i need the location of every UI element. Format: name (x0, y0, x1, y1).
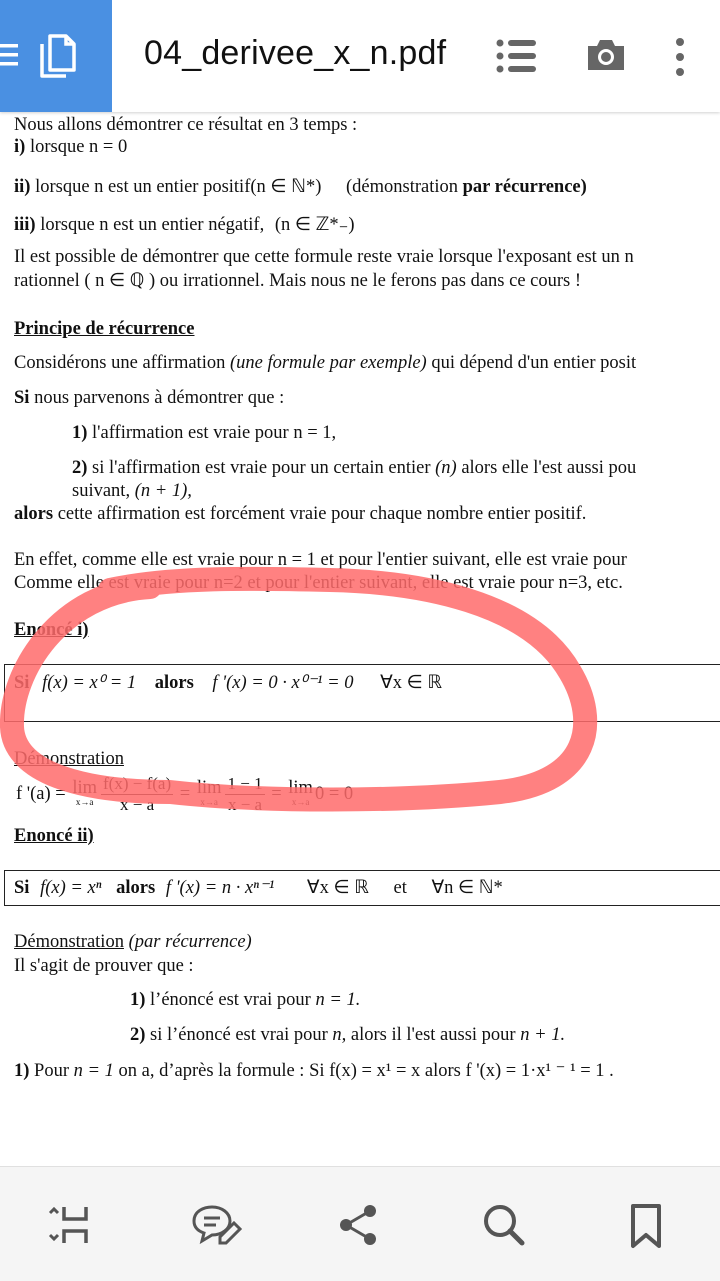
frac-2-den: x − a (227, 795, 263, 814)
step-1-label: 1) (72, 423, 88, 443)
lim-sub: x→a (75, 796, 94, 807)
share-icon[interactable] (338, 1203, 378, 1247)
demo-2-line: Il s'agit de prouver que : (14, 956, 194, 976)
document-button[interactable] (0, 0, 112, 112)
enonce-2-formula (14, 877, 503, 899)
enonce-2-f: f(x) = xⁿ (40, 878, 102, 898)
d2-step-2-d: n + 1. (520, 1025, 566, 1045)
demo-1-frac-1 (101, 774, 173, 815)
lim-text: lim (288, 777, 313, 798)
intro-text: Nous allons démontrer ce résultat en 3 temps : (14, 115, 358, 135)
enonce-2-fprime: f '(x) = n · xⁿ⁻¹ (165, 878, 275, 898)
demo-1-lim-1 (72, 777, 98, 809)
enonce-1-alors: alors (154, 673, 194, 693)
demo-1-fpa: f '(a) = (16, 783, 71, 804)
d2-step-1-label: 1) (130, 990, 146, 1010)
frac-2-num: 1 − 1 (227, 774, 263, 793)
step-2-text-a: si l'affirmation est vraie pour un certain entier (87, 458, 436, 478)
case-1-text: lorsque n = 0 (25, 137, 128, 157)
enonce-2-forall-n: ∀n ∈ ℕ* (431, 878, 503, 898)
final-a: Pour (29, 1061, 74, 1081)
list-icon[interactable] (496, 38, 538, 74)
case-3 (14, 214, 355, 236)
demo-2-title-line (14, 931, 252, 953)
case-3-text: lorsque n est un entier négatif, (35, 215, 265, 235)
demo-1-formula (16, 774, 353, 815)
demo-2-title: Démonstration (14, 932, 124, 952)
si-bold: Si (14, 388, 30, 408)
considerons-b: (une formule par exemple) (229, 353, 427, 373)
camera-icon[interactable] (586, 38, 626, 72)
demo-1-lim-3 (288, 777, 313, 809)
d2-step-2-b: n, (332, 1025, 347, 1045)
demo-1-title: Démonstration (14, 749, 124, 769)
document-title: 04_derivee_x_n.pdf (144, 34, 447, 72)
app-bar (0, 0, 720, 112)
enonce-1-fprime: f '(x) = 0 · x⁰⁻¹ = 0 (212, 673, 354, 693)
demo-2-step-2 (130, 1024, 565, 1046)
step-1 (72, 422, 336, 444)
lim-text: lim (72, 777, 98, 798)
collapse-pages-icon[interactable] (46, 1203, 92, 1247)
alors-bold: alors (14, 504, 54, 524)
enonce-2-et: et (393, 878, 407, 898)
principe-title: Principe de récurrence (14, 319, 195, 339)
demo-2-sub: (par récurrence) (123, 932, 252, 952)
effet-line-2: Comme elle est vraie pour n=2 et pour l'entier suivant, elle est vraie pour n=3, etc. (14, 573, 623, 593)
lim-sub: x→a (200, 796, 218, 807)
pdf-page[interactable] (0, 112, 720, 1166)
case-2-set: (n ∈ ℕ*) (250, 177, 322, 197)
effet-line-1: En effet, comme elle est vraie pour n = 1 et pour l'entier suivant, elle est vraie pour (14, 550, 627, 570)
d2-step-2-c: alors il l'est aussi pour (346, 1025, 521, 1045)
considerons-line (14, 352, 636, 374)
hamburger-menu-icon[interactable] (0, 44, 20, 68)
considerons-a: Considérons une affirmation (14, 353, 230, 373)
enonce-2-alors: alors (116, 878, 156, 898)
demo-1-lim-2 (196, 777, 222, 809)
final-line (14, 1060, 614, 1082)
d2-step-2-label: 2) (130, 1025, 146, 1045)
si-line (14, 387, 284, 409)
enonce-1-forall: ∀x ∈ ℝ (380, 673, 443, 693)
d2-step-2-a: si l’énoncé est vrai pour (145, 1025, 333, 1045)
step-1-text: l'affirmation est vraie pour n = 1, (87, 423, 337, 443)
case-2 (14, 176, 587, 198)
lim-sub: x→a (291, 796, 310, 807)
enonce-1-title: Enoncé i) (14, 620, 89, 640)
enonce-1-formula (14, 672, 442, 694)
note-line-2: rationnel ( n ∈ ℚ ) ou irrationnel. Mais nous ne le ferons pas dans ce cours ! (14, 271, 582, 291)
step-2 (72, 457, 636, 479)
step-2-label: 2) (72, 458, 88, 478)
case-1 (14, 136, 127, 158)
step-2-text-c: alors elle l'est aussi pou (456, 458, 637, 478)
more-vertical-icon[interactable] (674, 38, 686, 76)
eq-1: = (175, 783, 195, 804)
case-3-label: iii) (14, 215, 36, 235)
case-1-label: i) (14, 137, 26, 157)
frac-1-den: x − a (120, 795, 155, 814)
bottom-toolbar (0, 1166, 720, 1281)
note-line-1: Il est possible de démontrer que cette formule reste vraie lorsque l'exposant est un n (14, 247, 634, 267)
enonce-2-title: Enoncé ii) (14, 826, 94, 846)
lim-text: lim (196, 777, 222, 798)
si-text: nous parvenons à démontrer que : (29, 388, 285, 408)
case-3-set: (n ∈ ℤ*₋) (274, 215, 355, 235)
enonce-1-si: Si (14, 673, 30, 693)
alors-line (14, 503, 586, 525)
enonce-1-f: f(x) = x⁰ = 1 (42, 673, 137, 693)
case-2-label: ii) (14, 177, 31, 197)
final-c: on a, d’après la formule : Si f(x) = x¹ = x alors f '(x) = 1·x¹ ⁻ ¹ = 1 . (113, 1061, 614, 1081)
enonce-2-si: Si (14, 878, 30, 898)
final-label: 1) (14, 1061, 30, 1081)
enonce-2-forall-x: ∀x ∈ ℝ (306, 878, 369, 898)
d2-step-1-b: n = 1. (315, 990, 361, 1010)
step-2-cont (72, 480, 192, 502)
d2-step-1-a: l’énoncé est vrai pour (145, 990, 316, 1010)
final-b: n = 1 (73, 1061, 114, 1081)
eq-2: = (266, 783, 287, 804)
considerons-c: qui dépend d'un entier posit (426, 353, 637, 373)
alors-text: cette affirmation est forcément vraie pour chaque nombre entier positif. (53, 504, 587, 524)
demo-1-frac-2 (225, 774, 264, 815)
step-2-cont-a: suivant, (72, 481, 135, 501)
document-copy-icon[interactable] (36, 32, 78, 80)
case-2-demo-bold: par récurrence) (462, 177, 587, 197)
search-icon[interactable] (482, 1203, 526, 1247)
case-2-text: lorsque n est un entier positif (30, 177, 251, 197)
comment-edit-icon[interactable] (190, 1203, 242, 1247)
step-2-cont-b: (n + 1), (134, 481, 192, 501)
demo-1-end: 0 = 0 (314, 783, 354, 804)
step-2-text-b: (n) (435, 458, 457, 478)
bookmark-icon[interactable] (630, 1203, 662, 1249)
case-2-demo: (démonstration (346, 177, 463, 197)
frac-1-num: f(x) − f(a) (103, 774, 172, 793)
demo-2-step-1 (130, 989, 360, 1011)
